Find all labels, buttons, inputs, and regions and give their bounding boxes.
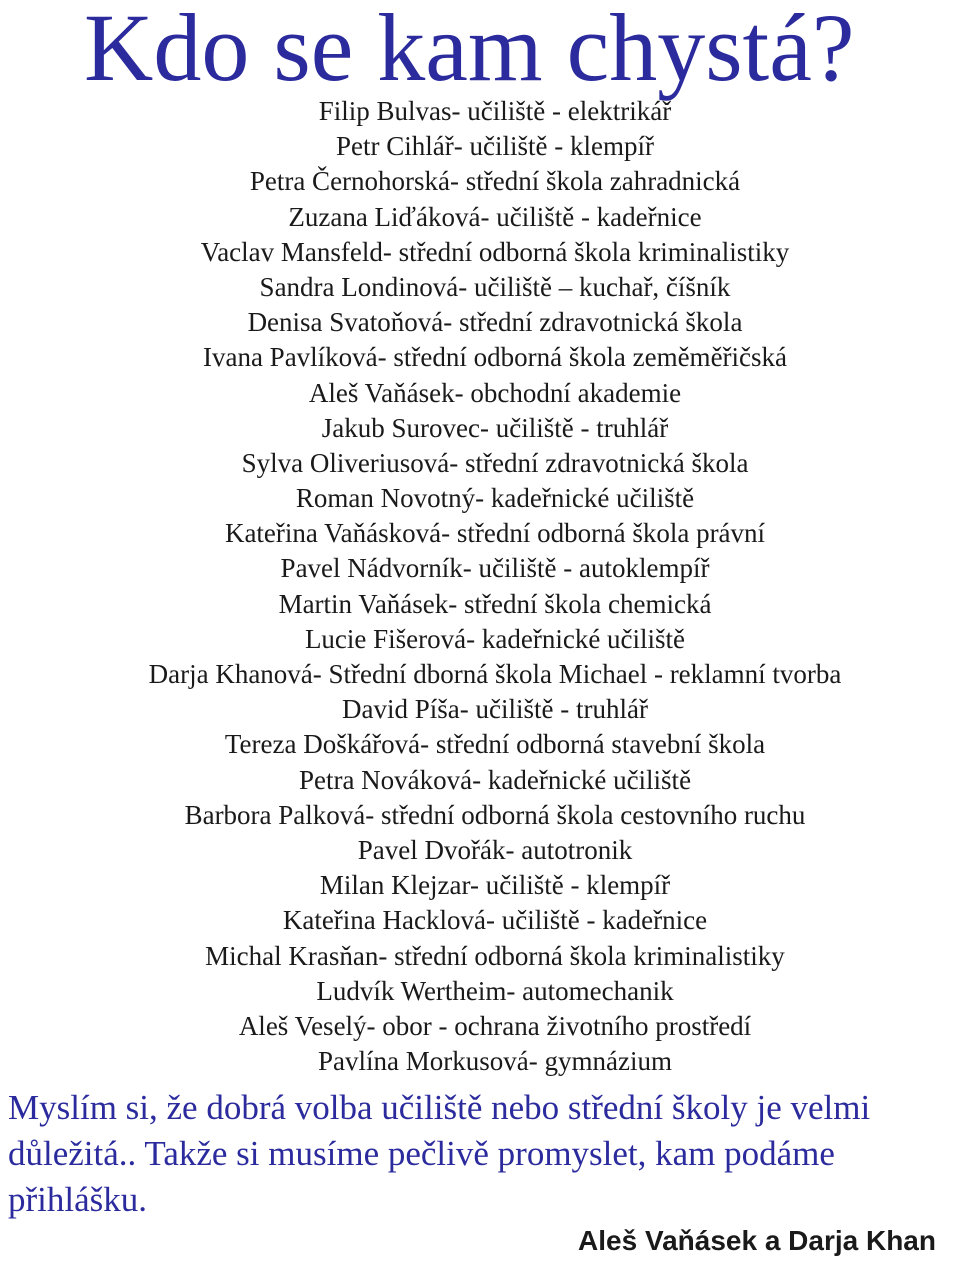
list-item: Darja Khanová- Střední dborná škola Michael - reklamní tvorba (148, 659, 842, 689)
page-title: Kdo se kam chystá? (84, 0, 855, 101)
list-item: Lucie Fišerová- kadeřnické učiliště (304, 623, 686, 654)
list-item: Barbora Palková- střední odborná škola cestovního ruchu (184, 799, 806, 830)
list-item: Filip Bulvas- učiliště - elektrikář (318, 96, 672, 126)
list-item: Tereza Doškářová- střední odborná stavební škola (224, 729, 766, 760)
list-item: Kateřina Vaňásková- střední odborná škola právní (224, 518, 766, 549)
list-item: Aleš Vaňásek- obchodní akademie (308, 377, 682, 408)
list-item: Ivana Pavlíková- střední odborná škola zeměměřičská (202, 342, 788, 373)
list-item: Jakub Surovec- učiliště - truhlář (321, 412, 669, 443)
list-item: Aleš Veselý- obor - ochrana životního prostředí (238, 1010, 752, 1041)
closing-note: Myslím si, že dobrá volba učiliště nebo střední školy je velmi důležitá.. Takže si musíme pečlivě promyslet, kam podáme přihlášku. (8, 1088, 871, 1219)
author-signature: Aleš Vaňásek a Darja Khan (578, 1225, 936, 1256)
student-list (0, 94, 960, 1079)
list-item: Petra Černohorská- střední škola zahradnická (249, 166, 741, 197)
list-item: Ludvík Wertheim- automechanik (316, 975, 674, 1006)
list-item: Milan Klejzar- učiliště - klempíř (319, 870, 671, 901)
list-item: Denisa Svatoňová- střední zdravotnická škola (247, 307, 743, 338)
list-item: Martin Vaňásek- střední škola chemická (278, 588, 712, 619)
list-item: Pavel Nádvorník- učiliště - autoklempíř (280, 553, 710, 584)
list-item: Pavel Dvořák- autotronik (357, 834, 633, 865)
list-item: Kateřina Hacklová- učiliště - kadeřnice (282, 905, 708, 936)
list-item: Sylva Oliveriusová- střední zdravotnická škola (241, 447, 749, 478)
list-item: Roman Novotný- kadeřnické učiliště (295, 483, 695, 514)
list-item: Petra Nováková- kadeřnické učiliště (298, 764, 692, 795)
list-item: Sandra Londinová- učiliště – kuchař, číšník (259, 271, 731, 302)
list-item: Vaclav Mansfeld- střední odborná škola kriminalistiky (200, 236, 790, 267)
list-item: Pavlína Morkusová- gymnázium (318, 1046, 672, 1077)
list-item: David Píša- učiliště - truhlář (342, 694, 648, 725)
list-item: Petr Cihlář- učiliště - klempíř (336, 131, 654, 162)
list-item: Michal Krasňan- střední odborná škola kriminalistiky (205, 940, 785, 971)
list-item: Zuzana Liďáková- učiliště - kadeřnice (288, 201, 702, 232)
